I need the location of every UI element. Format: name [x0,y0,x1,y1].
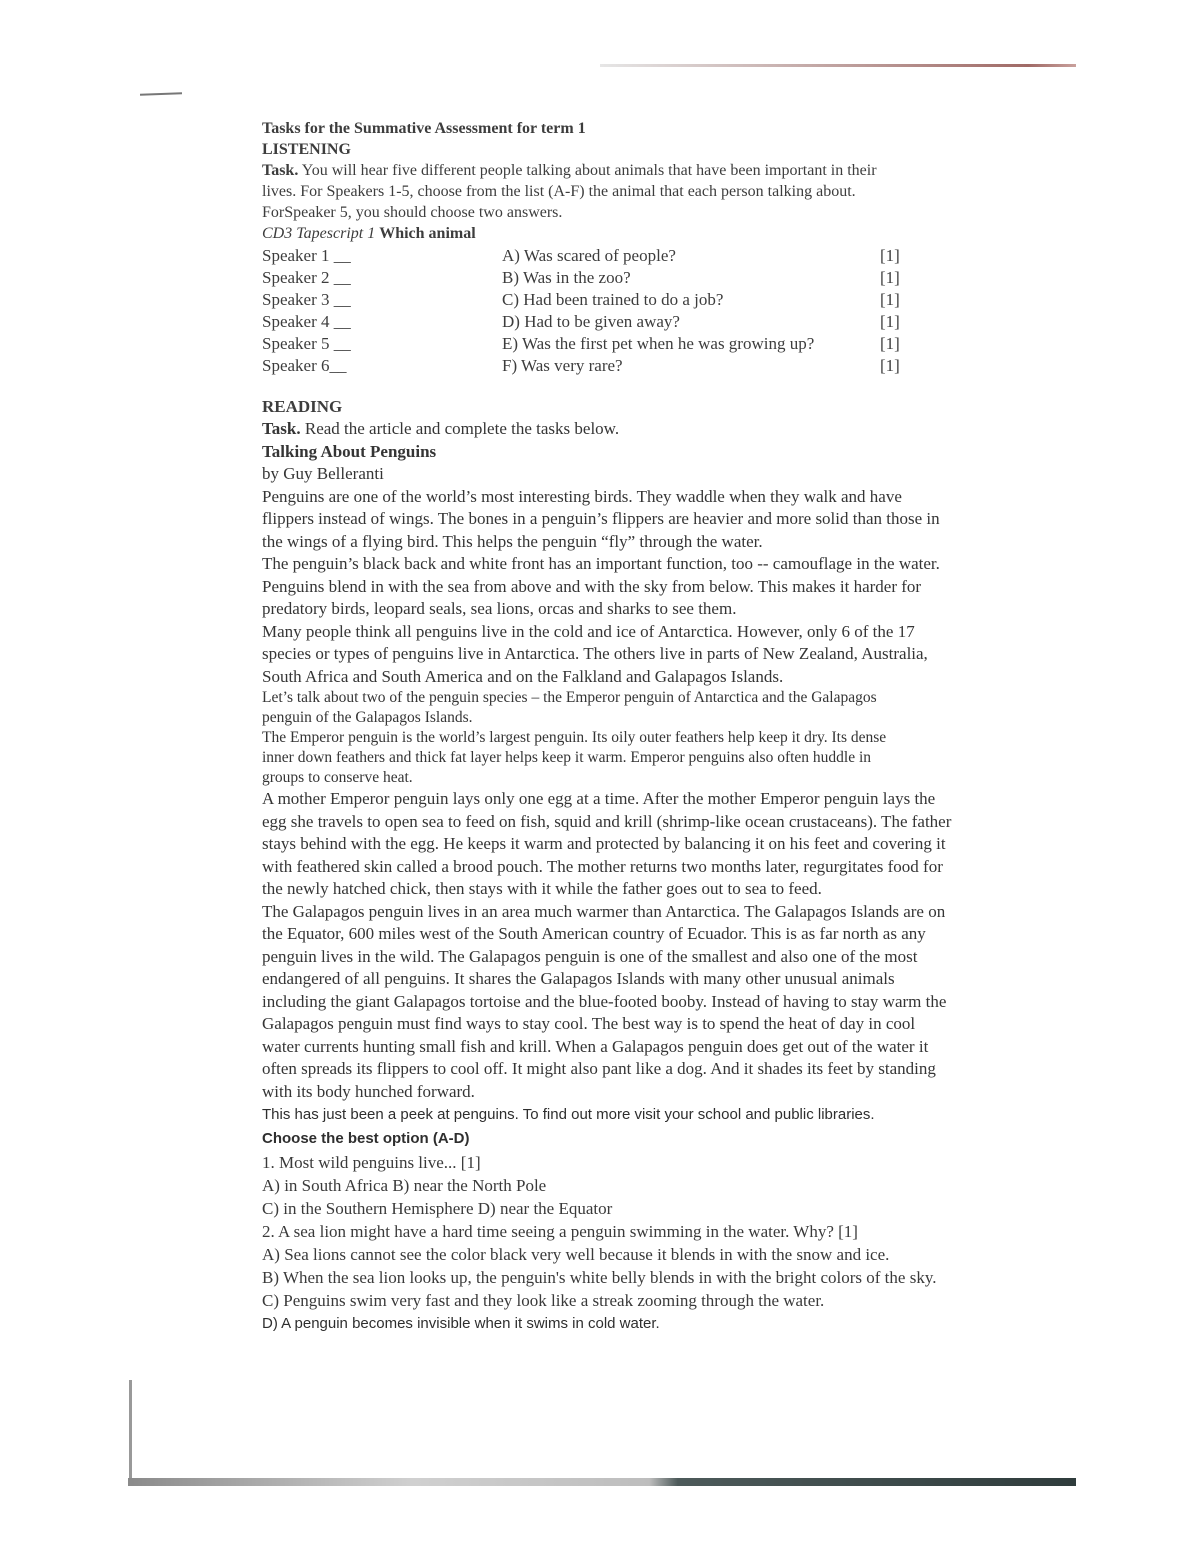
question-stem: 1. Most wild penguins live... [1] [262,1153,481,1172]
listening-task-line-3: ForSpeaker 5, you should choose two answers. [262,204,563,221]
listening-task-line-1 [262,160,1052,181]
question-option-b: B) When the sea lion looks up, the penguin's white belly blends in with the bright colors of the sky. [262,1268,937,1287]
article-line: inner down feathers and thick fat layer helps keep it warm. Emperor penguins also often huddle in [262,749,872,766]
answer-option: B) Was in the zoo? [502,268,631,287]
tapescript-line [262,223,1052,244]
article-line: species or types of penguins live in Antarctica. The others live in parts of New Zealand, Australia, [262,644,928,663]
table-row [262,311,1052,333]
article-line: penguin lives in the wild. The Galapagos penguin is one of the smallest and also one of the most [262,946,918,966]
article-line: Galapagos penguin must find ways to stay cool. The best way is to spend the heat of day in cool [262,1014,916,1033]
reading-heading: READING [262,397,343,416]
task-label: Task. [262,162,299,179]
article-line: stays behind with the egg. He keeps it warm and protected by balancing it on his feet and covering it [262,834,946,853]
article-line: Let’s talk about two of the penguin species – the Emperor penguin of Antarctica and the Galapagos [262,689,877,706]
question-options-line: C) in the Southern Hemisphere D) near the Equator [262,1199,613,1218]
document-title: Tasks for the Summative Assessment for term 1 [262,120,586,137]
article-line: Many people think all penguins live in the cold and ice of Antarctica. However, only 6 of the 17 [262,621,915,641]
answer-option: A) Was scared of people? [502,246,676,265]
scan-edge-bottom [128,1478,1076,1486]
article-author: by Guy Belleranti [262,464,384,483]
article-line: penguin of the Galapagos Islands. [262,709,473,726]
speaker-label: Speaker 6__ [262,356,347,375]
article-line: South Africa and South America and on the Falkland and Galapagos Islands. [262,666,784,686]
mark-value: [1] [880,312,900,331]
scan-mark [140,92,182,95]
article-line: The Galapagos penguin lives in an area much warmer than Antarctica. The Galapagos Islands are on [262,901,946,921]
answer-option: C) Had been trained to do a job? [502,290,724,309]
mark-value: [1] [880,334,900,353]
tapescript-label: CD3 Tapescript 1 [262,225,376,242]
question-options-line: A) in South Africa B) near the North Pole [262,1176,547,1195]
answer-option: F) Was very rare? [502,356,623,375]
article-line: egg she travels to open sea to feed on fish, squid and krill (shrimp-like ocean crustaceans). The father [262,811,952,831]
table-row [262,333,1052,355]
mark-value: [1] [880,356,900,375]
article-line: predatory birds, leopard seals, sea lions, orcas and sharks to see them. [262,599,737,618]
answer-option: E) Was the first pet when he was growing up? [502,334,815,353]
question-option-a: A) Sea lions cannot see the color black very well because it blends in with the snow and ice. [262,1245,890,1264]
document-page [262,118,1052,1336]
speaker-label: Speaker 1 __ [262,246,351,265]
reading-task [262,418,1052,441]
scan-edge-top [600,64,1076,67]
article-title: Talking About Penguins [262,441,437,461]
article-line: flippers instead of wings. The bones in a penguin’s flippers are heavier and more solid than those in [262,509,940,528]
article-line: including the giant Galapagos tortoise and the blue-footed booby. Instead of having to stay warm the [262,991,947,1011]
mark-value: [1] [880,290,900,309]
task-label: Task. [262,419,301,438]
table-row [262,289,1052,311]
table-row [262,355,1052,377]
article-line: Penguins are one of the world’s most interesting birds. They waddle when they walk and have [262,486,902,506]
question-1 [262,1151,1052,1220]
article-closing: This has just been a peek at penguins. To find out more visit your school and public libraries. [262,1106,875,1123]
article-line: endangered of all penguins. It shares the Galapagos Islands with many other unusual animals [262,969,895,988]
speaker-label: Speaker 5 __ [262,334,351,353]
article-line: with its body hunched forward. [262,1081,475,1101]
article-line: the newly hatched chick, then stays with it while the father goes out to sea to feed. [262,879,822,898]
scan-edge-left [129,1380,132,1480]
article-line: the Equator, 600 miles west of the South American country of Ecuador. This is as far north as any [262,924,926,943]
table-row [262,267,1052,289]
mark-value: [1] [880,268,900,287]
article-body [262,486,1052,1104]
speaker-matching-table [262,245,1052,378]
task-text: You will hear five different people talking about animals that have been important in their [301,162,877,179]
speaker-label: Speaker 4 __ [262,312,351,331]
listening-heading: LISTENING [262,141,351,158]
article-line: Penguins blend in with the sea from above and with the sky from below. This makes it harder for [262,576,922,596]
question-stem: 2. A sea lion might have a hard time seeing a penguin swimming in the water. Why? [1] [262,1222,858,1241]
article-line: often spreads its flippers to cool off. It might also pant like a dog. And it shades its feet by standing [262,1059,936,1078]
article-line: with feathered skin called a brood pouch. The mother returns two months later, regurgitates food for [262,856,943,876]
speaker-label: Speaker 2 __ [262,268,351,287]
question-2 [262,1220,1052,1336]
article-line: A mother Emperor penguin lays only one egg at a time. After the mother Emperor penguin lays the [262,789,936,808]
task-text: Read the article and complete the tasks below. [304,419,620,438]
speaker-label: Speaker 3 __ [262,290,351,309]
article-line: groups to conserve heat. [262,769,413,786]
listening-task-line-2: lives. For Speakers 1-5, choose from the list (A-F) the animal that each person talking about. [262,183,856,200]
answer-option: D) Had to be given away? [502,312,680,331]
article-line: water currents hunting small fish and krill. When a Galapagos penguin does get out of the water it [262,1036,929,1056]
choose-heading: Choose the best option (A-D) [262,1130,470,1147]
table-row [262,245,1052,267]
article-line: The Emperor penguin is the world’s largest penguin. Its oily outer feathers help keep it dry. Its dense [262,729,887,746]
question-option-c: C) Penguins swim very fast and they look like a streak zooming through the water. [262,1291,825,1310]
question-option-d: D) A penguin becomes invisible when it swims in cold water. [262,1315,660,1332]
tapescript-title: Which animal [379,225,476,242]
article-line: The penguin’s black back and white front has an important function, too -- camouflage in the water. [262,554,940,573]
mark-value: [1] [880,246,900,265]
article-line: the wings of a flying bird. This helps the penguin “fly” through the water. [262,531,763,551]
